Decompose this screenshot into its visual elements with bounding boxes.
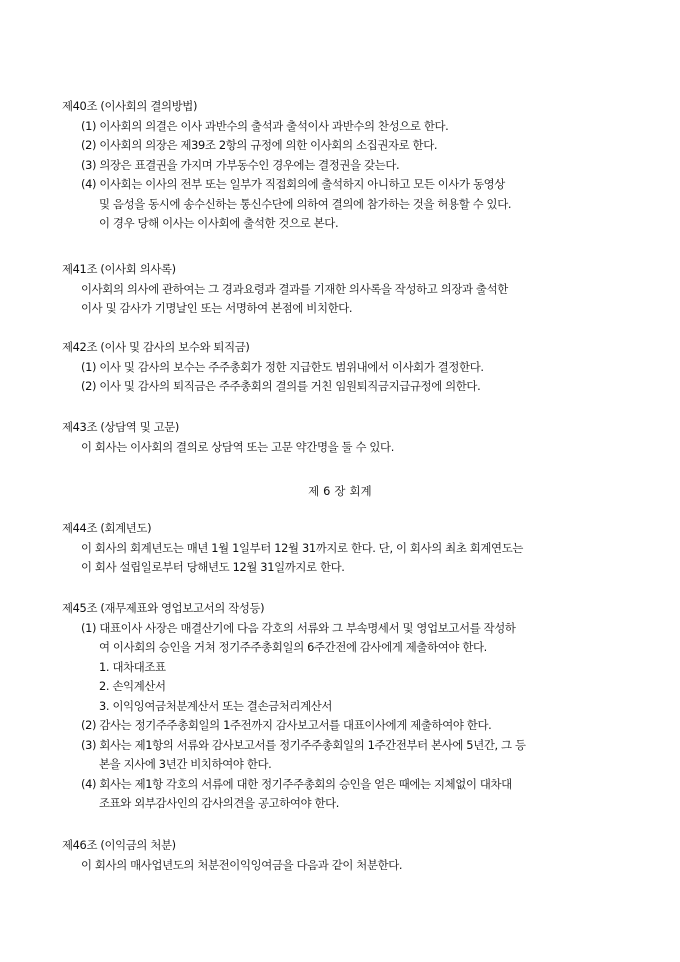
clause-1-continued: 여 이사회의 승인을 거쳐 정기주주총회일의 6주간전에 감사에게 제출하여야 한다. [99,640,487,654]
article-title: 제43조 (상담역 및 고문) [62,420,180,434]
article-46 [62,836,622,875]
clause-2: (2) 감사는 정기주주총회일의 1주전까지 감사보고서를 대표이사에게 제출하여야 한다. [81,718,492,732]
chapter-heading: 제 6 장 회계 [308,484,372,498]
article-title: 제44조 (회계년도) [62,521,152,535]
clause-2: (2) 이사회의 의장은 제39조 2항의 규정에 의한 이사회의 소집권자로 한다. [81,138,438,152]
article-44 [62,519,622,578]
article-body: 이사회의 의사에 관하여는 그 경과요령과 결과를 기재한 의사록을 작성하고 의장과 출석한 [81,281,508,296]
article-body: 이 회사의 매사업년도의 처분전이익잉여금을 다음과 같이 처분한다. [81,857,403,872]
clause-2: (2) 이사 및 감사의 퇴직금은 주주총회의 결의를 거친 임원퇴직금지급규정에 의한다. [81,379,481,393]
article-body: 이 회사 설립일로부터 당해년도 12월 31일까지로 한다. [81,560,345,574]
article-body: 이 회사는 이사회의 결의로 상담역 또는 고문 약간명을 둘 수 있다. [81,439,394,454]
article-43 [62,418,622,457]
list-item: 3. 이익잉여금처분계산서 또는 결손금처리계산서 [99,698,333,713]
clause-4: (4) 회사는 제1항 각호의 서류에 대한 정기주주총회의 승인을 얻은 때에는 지체없이 대차대 [81,776,512,791]
article-title: 제42조 (이사 및 감사의 보수와 퇴직금) [62,340,250,354]
article-42 [62,338,622,397]
article-title: 제41조 (이사회 의사록) [62,262,176,276]
article-body: 이 회사의 회계년도는 매년 1월 1일부터 12월 31까지로 한다. 단, 이 회사의 최초 회계연도는 [81,540,524,555]
list-item: 2. 손익계산서 [99,679,166,693]
clause-3: (3) 의장은 표결권을 가지며 가부동수인 경우에는 결정권을 갖는다. [81,157,400,172]
article-40 [62,97,622,234]
clause-3-continued: 본을 지사에 3년간 비치하여야 한다. [99,757,272,771]
clause-3: (3) 회사는 제1항의 서류와 감사보고서를 정기주주총회일의 1주간전부터 본사에 5년간, 그 등 [81,737,526,752]
clause-1: (1) 이사 및 감사의 보수는 주주총회가 정한 지급한도 범위내에서 이사회가 결정한다. [81,359,484,374]
article-41 [62,260,622,319]
clause-4-continued: 및 음성을 동시에 송수신하는 통신수단에 의하여 결의에 참가하는 것을 허용할 수 있다. [99,196,512,211]
article-45 [62,599,622,814]
clause-4-continued: 조표와 외부감사인의 감사의견을 공고하여야 한다. [99,796,340,810]
article-title: 제46조 (이익금의 처분) [62,838,176,852]
clause-4: (4) 이사회는 이사의 전부 또는 일부가 직접회의에 출석하지 아니하고 모든 이사가 동영상 [81,177,505,191]
clause-4-continued: 이 경우 당해 이사는 이사회에 출석한 것으로 본다. [99,216,339,230]
article-title: 제40조 (이사회의 결의방법) [62,99,198,113]
clause-1: (1) 이사회의 의결은 이사 과반수의 출석과 출석이사 과반수의 찬성으로 한다. [81,118,449,133]
list-item: 1. 대차대조표 [99,659,166,674]
article-title: 제45조 (재무제표와 영업보고서의 작성등) [62,601,265,615]
article-body: 이사 및 감사가 기명날인 또는 서명하여 본점에 비치한다. [81,301,353,315]
clause-1: (1) 대표이사 사장은 매결산기에 다음 각호의 서류와 그 부속명세서 및 영업보고서를 작성하 [81,620,516,635]
